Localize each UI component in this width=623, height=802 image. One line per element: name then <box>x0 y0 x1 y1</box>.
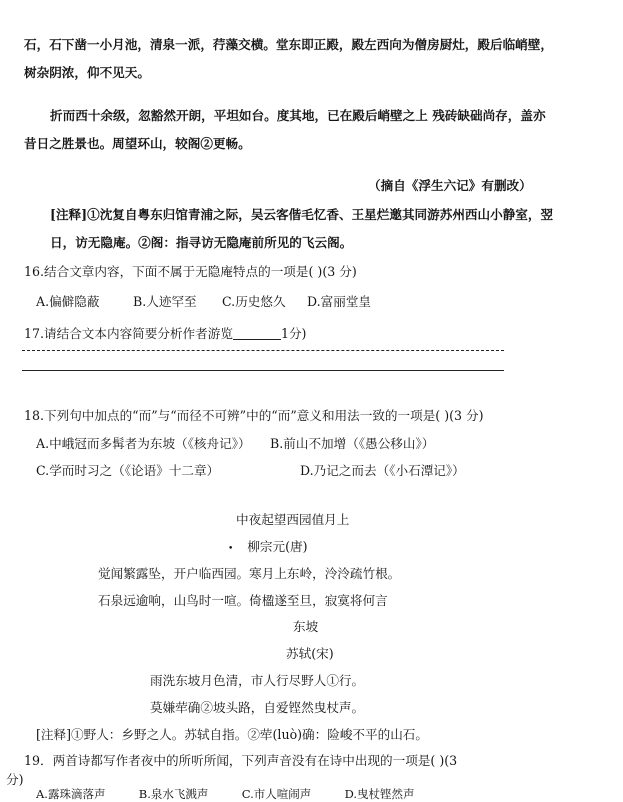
passage-note: 日，访无隐庵。②阁：指寻访无隐庵前所见的飞云阁。 <box>50 235 353 250</box>
question-19-stem-cont: 分) <box>6 772 24 787</box>
poem-1-author-text: 柳宗元(唐) <box>247 539 308 554</box>
poem-note: [注释]①野人：乡野之人。苏轼自指。②荦(luò)确：险峻不平的山石。 <box>36 727 428 742</box>
answer-line[interactable] <box>22 370 504 371</box>
q19-option-c: C.市人喧闹声 <box>241 787 312 801</box>
question-19-stem: 19．两首诗都写作者夜中的所听所闻，下列声音没有在诗中出现的一项是( )(3 <box>24 753 458 768</box>
passage-line: 折而西十余级，忽豁然开朗，平坦如台。度其地，已在殿后峭壁之上 残砖缺础尚存，盖亦 <box>50 108 546 123</box>
q18-option-a: A.中峨冠而多髯者为东坡（《核舟记》） <box>36 436 251 451</box>
q16-option-b: B.人迹罕至 <box>133 294 197 309</box>
q18-option-c: C.学而时习之（《论语》十二章） <box>36 463 220 478</box>
q18-option-d: D.乃记之而去（《小石潭记》） <box>300 463 465 478</box>
q17-stem-score: 1分) <box>280 326 307 341</box>
question-18-stem: 18.下列句中加点的“而”与“而径不可辨”中的“而”意义和用法一致的一项是( )(3 分) <box>24 408 484 423</box>
answer-line[interactable] <box>22 350 504 351</box>
q19-option-b: B.泉水飞溅声 <box>138 787 209 801</box>
q18-option-b: B.前山不加增（《愚公移山》） <box>270 436 435 451</box>
poem-1-line: 觉闻繁露坠，开户临西园。寒月上东岭，泠泠疏竹根。 <box>98 566 401 581</box>
passage-line: 树杂阴浓，仰不见天。 <box>24 65 150 80</box>
q17-answer-blank[interactable] <box>233 339 281 340</box>
poem-1-author: • 柳宗元(唐) <box>228 539 308 554</box>
poem-2-line: 莫嫌荦确②坡头路，自爱铿然曳杖声。 <box>150 700 365 715</box>
passage-line: 石，石下凿一小月池，清泉一派，荇藻交横。堂东即正殿，殿左西向为僧房厨灶，殿后临峭壁， <box>24 37 553 52</box>
poem-1-line: 石泉远逾响，山鸟时一喧。倚楹遂至旦，寂寞将何言 <box>98 593 388 608</box>
poem-2-line: 雨洗东坡月色清，市人行尽野人①行。 <box>150 673 365 688</box>
q19-options-row <box>36 787 415 801</box>
question-17-stem <box>24 326 306 342</box>
q17-stem-text: 17.请结合文本内容简要分析作者游览 <box>24 326 233 341</box>
question-20-stem <box>330 787 331 788</box>
poem-1-title: 中夜起望西园值月上 <box>236 512 350 527</box>
passage-note: [注释]①沈复自粤东归馆青浦之际，吴云客偕毛忆香、王星烂邀其同游苏州西山小静室，翌 <box>50 207 554 222</box>
poem-2-author: 苏轼(宋) <box>286 646 334 661</box>
q16-option-d: D.富丽堂皇 <box>307 294 372 309</box>
q16-option-c: C.历史悠久 <box>222 294 286 309</box>
q16-option-a: A.偏僻隐蔽 <box>36 294 100 309</box>
q19-option-a: A.露珠滴落声 <box>36 787 106 801</box>
passage-line: 昔日之胜景也。周望环山，较阁②更畅。 <box>24 136 251 151</box>
q19-option-d: D.曳杖铿然声 <box>344 787 415 801</box>
passage-source: （摘自《浮生六记》有删改） <box>368 178 532 193</box>
question-16-stem: 16.结合文章内容，下面不属于无隐庵特点的一项是( )(3 分) <box>24 264 357 279</box>
poem-2-title: 东坡 <box>293 619 319 634</box>
